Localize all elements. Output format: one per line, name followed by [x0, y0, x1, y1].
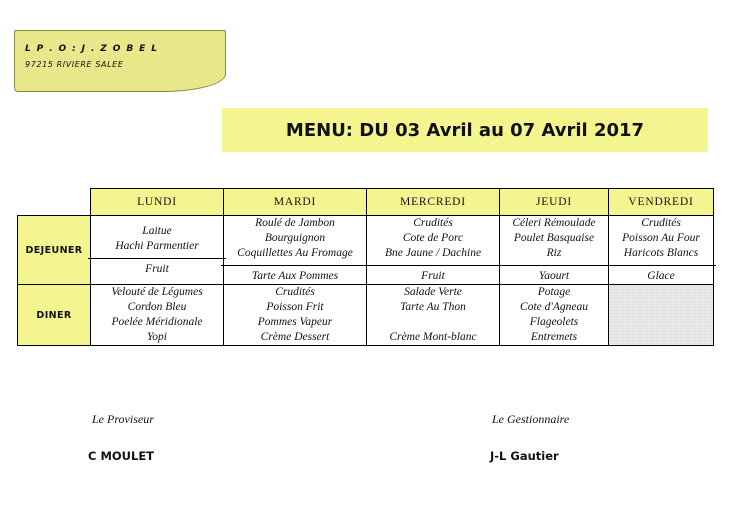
dish-item: Velouté de Légumes: [111, 286, 203, 298]
dish-dessert: Glace: [647, 270, 675, 282]
dish-item: Crème Dessert: [260, 331, 330, 343]
dish-item: Tarte Au Thon: [400, 301, 466, 313]
signature-block-proviseur: [88, 412, 155, 463]
cell-diner-lundi: [91, 285, 224, 346]
dish-dessert: Tarte Aux Pommes: [251, 270, 339, 282]
dish-item: Flageolets: [529, 316, 579, 328]
dish-item: Poulet Basquaise: [513, 232, 595, 244]
table-header-row: [18, 189, 714, 216]
letterhead-banner: [14, 30, 226, 92]
letterhead-school-name: L P . O : J . Z O B E L: [25, 44, 159, 54]
cell-divider: [221, 265, 369, 266]
dish-item: Salade Verte: [404, 286, 462, 298]
dish-item: Haricots Blancs: [623, 247, 699, 259]
dish-item: Coquillettes Au Fromage: [237, 247, 353, 259]
dish-item: Bourguignon: [264, 232, 326, 244]
dish-item: Laitue: [142, 224, 172, 237]
dish-item: Céleri Rémoulade: [512, 217, 596, 229]
dish-item: Crudités: [413, 217, 453, 229]
dish-item: Cote d'Agneau: [520, 301, 588, 313]
page-title: MENU: DU 03 Avril au 07 Avril 2017: [285, 119, 645, 141]
day-header-lundi: LUNDI: [91, 189, 224, 216]
dish-item: Poelée Méridionale: [111, 316, 203, 328]
dish-item-blank: [367, 315, 499, 330]
table-row: [18, 216, 714, 285]
dish-item: Bne Jaune / Dachine: [384, 247, 482, 259]
cell-dejeuner-mercredi: [367, 216, 500, 285]
dish-item: Poisson Au Four: [622, 232, 700, 244]
day-header-mercredi: MERCREDI: [367, 189, 500, 216]
cell-dejeuner-vendredi: [609, 216, 714, 285]
cell-divider: [606, 265, 716, 266]
menu-table: [17, 188, 714, 346]
day-header-vendredi: VENDREDI: [609, 189, 714, 216]
day-header-jeudi: JEUDI: [500, 189, 609, 216]
row-label-diner: DINER: [18, 285, 91, 346]
dish-item: Entremets: [530, 331, 578, 343]
cell-diner-vendredi-empty: [609, 285, 714, 346]
cell-dejeuner-jeudi: [500, 216, 609, 285]
dish-item: Crudités: [641, 217, 681, 229]
signature-role-gestionnaire: Le Gestionnaire: [492, 412, 570, 426]
dish-item: Crudités: [275, 286, 315, 298]
dish-dessert: Yaourt: [538, 270, 570, 282]
cell-dejeuner-mardi: [224, 216, 367, 285]
row-label-dejeuner: DEJEUNER: [18, 216, 91, 285]
header-corner-blank: [18, 189, 91, 216]
signature-name-proviseur: C MOULET: [88, 449, 155, 463]
dish-item: Poisson Frit: [266, 301, 324, 313]
cell-diner-mercredi: [367, 285, 500, 346]
signature-block-gestionnaire: [492, 412, 569, 463]
dish-item: Cote de Porc: [402, 232, 464, 244]
signature-name-gestionnaire: J-L Gautier: [490, 449, 559, 463]
dish-dessert: Fruit: [145, 262, 169, 275]
dish-item: Riz: [546, 247, 562, 259]
cell-diner-mardi: [224, 285, 367, 346]
cell-divider: [497, 265, 611, 266]
dish-item: Potage: [537, 286, 571, 298]
dish-item: Pommes Vapeur: [257, 316, 333, 328]
dish-item: Roulé de Jambon: [255, 217, 335, 229]
cell-divider: [88, 258, 226, 259]
menu-title-banner: [222, 108, 708, 152]
dish-item: Crème Mont-blanc: [389, 331, 477, 343]
signature-role-proviseur: Le Proviseur: [92, 412, 154, 426]
table-row: [18, 285, 714, 346]
cell-divider: [364, 265, 502, 266]
cell-dejeuner-lundi: [91, 216, 224, 285]
dish-item: Cordon Bleu: [127, 301, 187, 313]
letterhead-address: 97215 RIVIERE SALEE: [25, 60, 124, 69]
dish-item: Hachi Parmentier: [115, 239, 199, 252]
dish-item: Yopi: [146, 331, 168, 343]
dish-dessert: Fruit: [421, 270, 445, 282]
day-header-mardi: MARDI: [224, 189, 367, 216]
cell-diner-jeudi: [500, 285, 609, 346]
